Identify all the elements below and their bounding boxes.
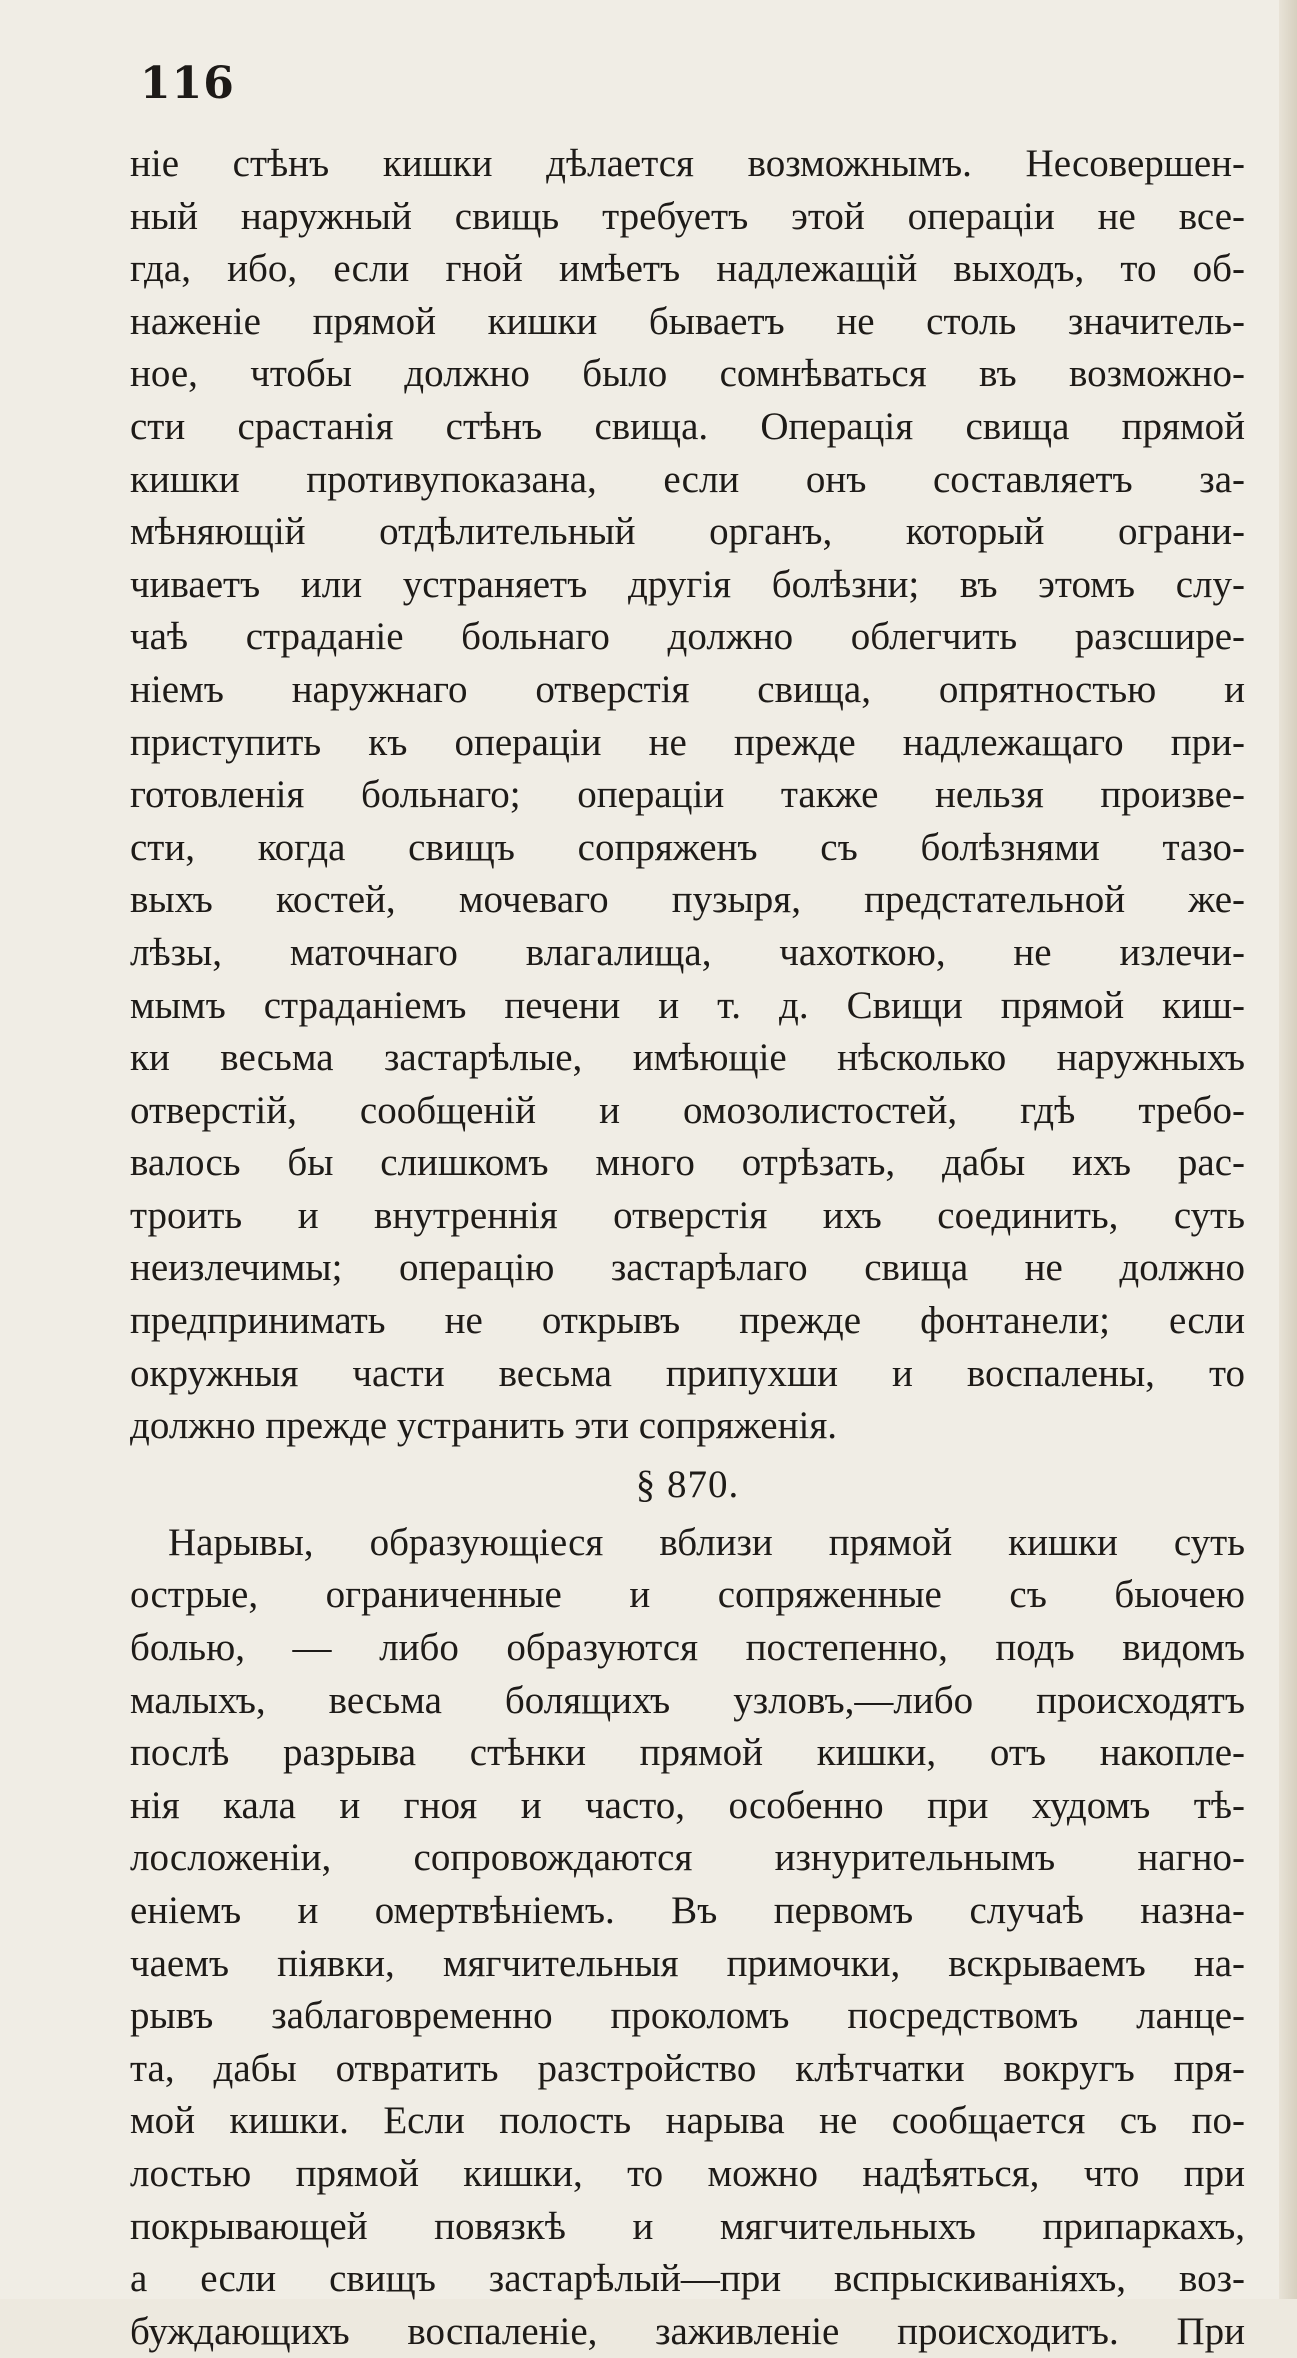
text-line: острые, ограниченные и сопряженные съ быочею [130, 1573, 1245, 1617]
text-line: Нарывы, образующіеся вблизи прямой кишки суть [168, 1520, 1245, 1564]
text-line: наженіе прямой кишки бываетъ не столь значитель- [130, 299, 1245, 343]
page-number: 116 [140, 58, 235, 109]
body-text [130, 138, 1245, 2358]
text-line: неизлечимы; операцію застарѣлаго свища не должно [130, 1246, 1245, 1290]
text-line: та, дабы отвратить разстройство клѣтчатки вокругъ пря- [130, 2046, 1245, 2090]
text-line: еніемъ и омертвѣніемъ. Въ первомъ случаѣ назна- [130, 1889, 1245, 1932]
text-line: ніе стѣнъ кишки дѣлается возможнымъ. Несовершен- [130, 142, 1245, 185]
text-line: предпринимать не открывъ прежде фонтанели; если [130, 1299, 1245, 1343]
text-line: чиваетъ или устраняетъ другія болѣзни; въ этомъ слу- [130, 562, 1245, 606]
text-line: буждающихъ воспаленіе, заживленіе происходитъ. При [130, 2309, 1245, 2353]
text-line: троить и внутреннія отверстія ихъ соединить, суть [130, 1193, 1245, 1237]
text-line: а если свищъ застарѣлый—при вспрыскиваніяхъ, воз- [130, 2257, 1245, 2301]
section-heading: § 870. [635, 1462, 740, 1506]
text-line: чаемъ піявки, мягчительныя примочки, вскрываемъ на- [130, 1941, 1245, 1985]
text-line: сти, когда свищъ сопряженъ съ болѣзнями тазо- [130, 825, 1245, 869]
text-line: гда, ибо, если гной имѣетъ надлежащій выходъ, то об- [130, 247, 1245, 291]
text-line: лосложеніи, сопровождаются изнурительнымъ нагно- [130, 1836, 1245, 1880]
text-line: выхъ костей, мочеваго пузыря, предстательной же- [130, 878, 1245, 922]
text-line: мѣняющій отдѣлительный органъ, который ограни- [130, 510, 1245, 554]
text-line: нія кала и гноя и часто, особенно при худомъ тѣ- [130, 1783, 1245, 1827]
text-line: чаѣ страданіе больнаго должно облегчить разсшире- [130, 615, 1245, 659]
paragraph-section-870 [130, 1517, 1245, 2358]
text-line: лостью прямой кишки, то можно надѣяться, что при [130, 2151, 1245, 2195]
text-line: ніемъ наружнаго отверстія свища, опрятностью и [130, 667, 1245, 711]
text-line: приступить къ операціи не прежде надлежащаго при- [130, 720, 1245, 764]
text-line: отверстій, сообщеній и омозолистостей, гдѣ требо- [130, 1088, 1245, 1132]
text-line: болью, — либо образуются постепенно, подъ видомъ [130, 1626, 1245, 1670]
text-line: ный наружный свищь требуетъ этой операціи не все- [130, 194, 1245, 238]
text-line: готовленія больнаго; операціи также нельзя произве- [130, 773, 1245, 817]
text-line: кишки противупоказана, если онъ составляетъ за- [130, 457, 1245, 501]
text-line: сти срастанія стѣнъ свища. Операція свища прямой [130, 404, 1245, 448]
text-line: послѣ разрыва стѣнки прямой кишки, отъ накопле- [130, 1731, 1245, 1775]
text-line: валось бы слишкомъ много отрѣзать, дабы ихъ рас- [130, 1141, 1245, 1185]
text-line: должно прежде устранить эти сопряженія. [130, 1404, 838, 1448]
paragraph-continued [130, 138, 1245, 1453]
text-line: ки весьма застарѣлые, имѣющіе нѣсколько наружныхъ [130, 1036, 1245, 1080]
text-line: рывъ заблаговременно проколомъ посредствомъ ланце- [130, 1994, 1245, 2038]
text-line: малыхъ, весьма болящихъ узловъ,—либо происходятъ [130, 1678, 1245, 1722]
text-line: покрывающей повязкѣ и мягчительныхъ припаркахъ, [130, 2204, 1245, 2248]
text-line: окружныя части весьма припухши и воспалены, то [130, 1351, 1245, 1395]
text-line: ное, чтобы должно было сомнѣваться въ возможно- [130, 352, 1245, 396]
text-line: мымъ страданіемъ печени и т. д. Свищи прямой киш- [130, 983, 1245, 1027]
text-line: лѣзы, маточнаго влагалища, чахоткою, не излечи- [130, 930, 1245, 974]
text-line: мой кишки. Если полость нарыва не сообщается съ по- [130, 2099, 1245, 2143]
page-spine-shadow [1279, 0, 1297, 2299]
